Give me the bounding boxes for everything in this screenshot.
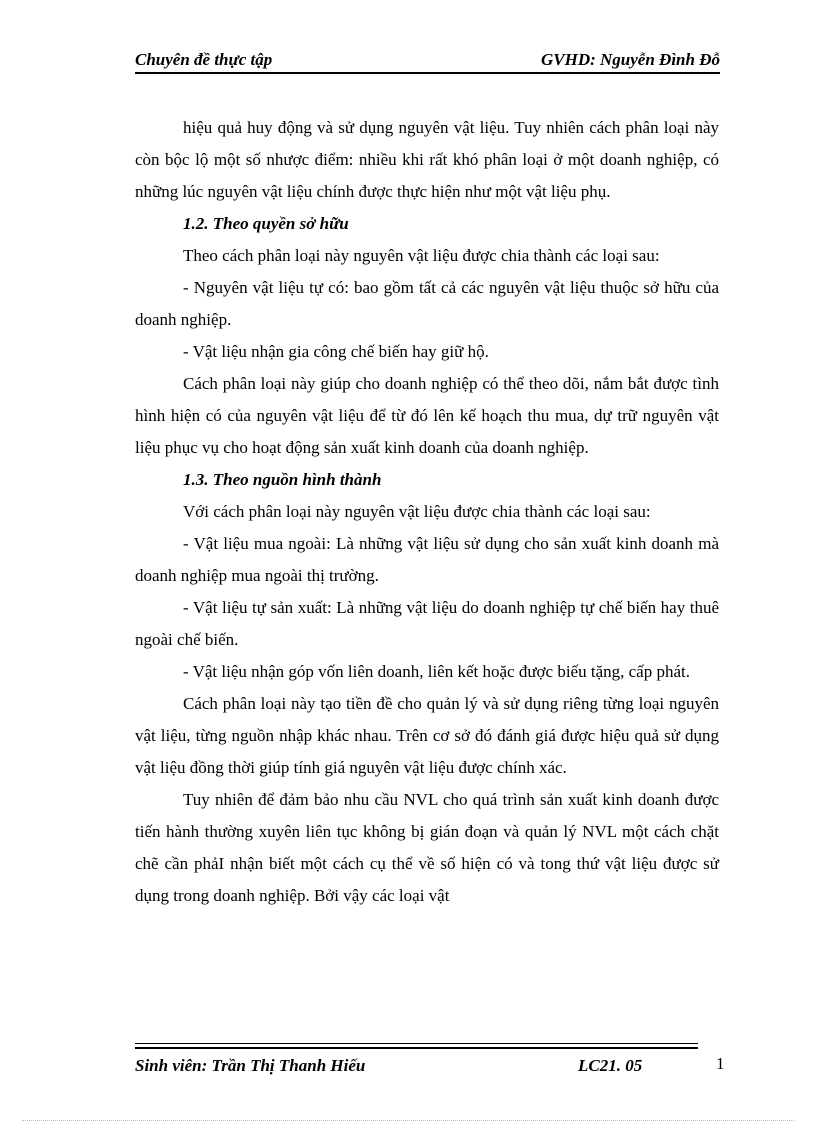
page-footer [135, 1043, 698, 1083]
paragraph: Cách phân loại này giúp cho doanh nghiệp có thể theo dõi, nắm bắt được tình hình hiện có của nguyên vật liệu để từ đó lên kế hoạch thu mua, dự trữ nguyên vật liệu phục vụ cho hoạt động sản xuất kinh doanh của doanh nghiệp. [135, 374, 719, 457]
header-advisor: GVHD: Nguyễn Đình Đỗ [541, 50, 720, 69]
list-item: - Vật liệu nhận gia công chế biến hay giữ hộ. [183, 342, 489, 361]
page-number: 1 [716, 1054, 725, 1073]
header-rule [135, 72, 720, 74]
list-item: - Vật liệu mua ngoài: Là những vật liệu sử dụng cho sản xuất kinh doanh mà doanh nghiệp mua ngoài thị trường. [135, 534, 719, 585]
list-item: - Nguyên vật liệu tự có: bao gồm tất cả các nguyên vật liệu thuộc sở hữu của doanh nghiệp. [135, 278, 719, 329]
section-heading-1-2: 1.2. Theo quyền sở hữu [183, 214, 349, 233]
footer-rule-thick [135, 1047, 698, 1049]
paragraph: hiệu quả huy động và sử dụng nguyên vật liệu. Tuy nhiên cách phân loại này còn bộc lộ một số nhược điểm: nhiều khi rất khó phân loại ở một doanh nghiệp, có những lúc nguyên vật liệu chính được thực hiện như một vật liệu phụ. [135, 118, 719, 201]
paragraph: Với cách phân loại này nguyên vật liệu được chia thành các loại sau: [183, 502, 651, 521]
section-heading-1-3: 1.3. Theo nguồn hình thành [183, 470, 382, 489]
list-item: - Vật liệu nhận góp vốn liên doanh, liên kết hoặc được biếu tặng, cấp phát. [183, 662, 690, 681]
page-header [135, 49, 720, 73]
document-body [135, 112, 719, 912]
paragraph: Cách phân loại này tạo tiền đề cho quản lý và sử dụng riêng từng loại nguyên vật liệu, từng nguồn nhập khác nhau. Trên cơ sở đó đánh giá được hiệu quả sử dụng vật liệu đồng thời giúp tính giá nguyên vật liệu được chính xác. [135, 694, 719, 777]
header-title: Chuyên đề thực tập [135, 50, 273, 69]
footer-rule-thin [135, 1043, 698, 1044]
footer-student-name: Sinh viên: Trần Thị Thanh Hiếu [135, 1056, 366, 1075]
footer-class-code: LC21. 05 [578, 1056, 643, 1075]
paragraph: Theo cách phân loại này nguyên vật liệu được chia thành các loại sau: [183, 246, 660, 265]
paragraph: Tuy nhiên để đảm bảo nhu cầu NVL cho quá trình sản xuất kinh doanh được tiến hành thường xuyên liên tục không bị gián đoạn và quản lý NVL một cách chặt chẽ cần phảI nhận biết một cách cụ thể về số hiện có và tong thứ vật liệu được sử dụng trong doanh nghiệp. Bởi vậy các loại vật [135, 790, 719, 905]
page-bottom-border [22, 1120, 794, 1121]
list-item: - Vật liệu tự sản xuất: Là những vật liệu do doanh nghiệp tự chế biến hay thuê ngoài chế biến. [135, 598, 719, 649]
